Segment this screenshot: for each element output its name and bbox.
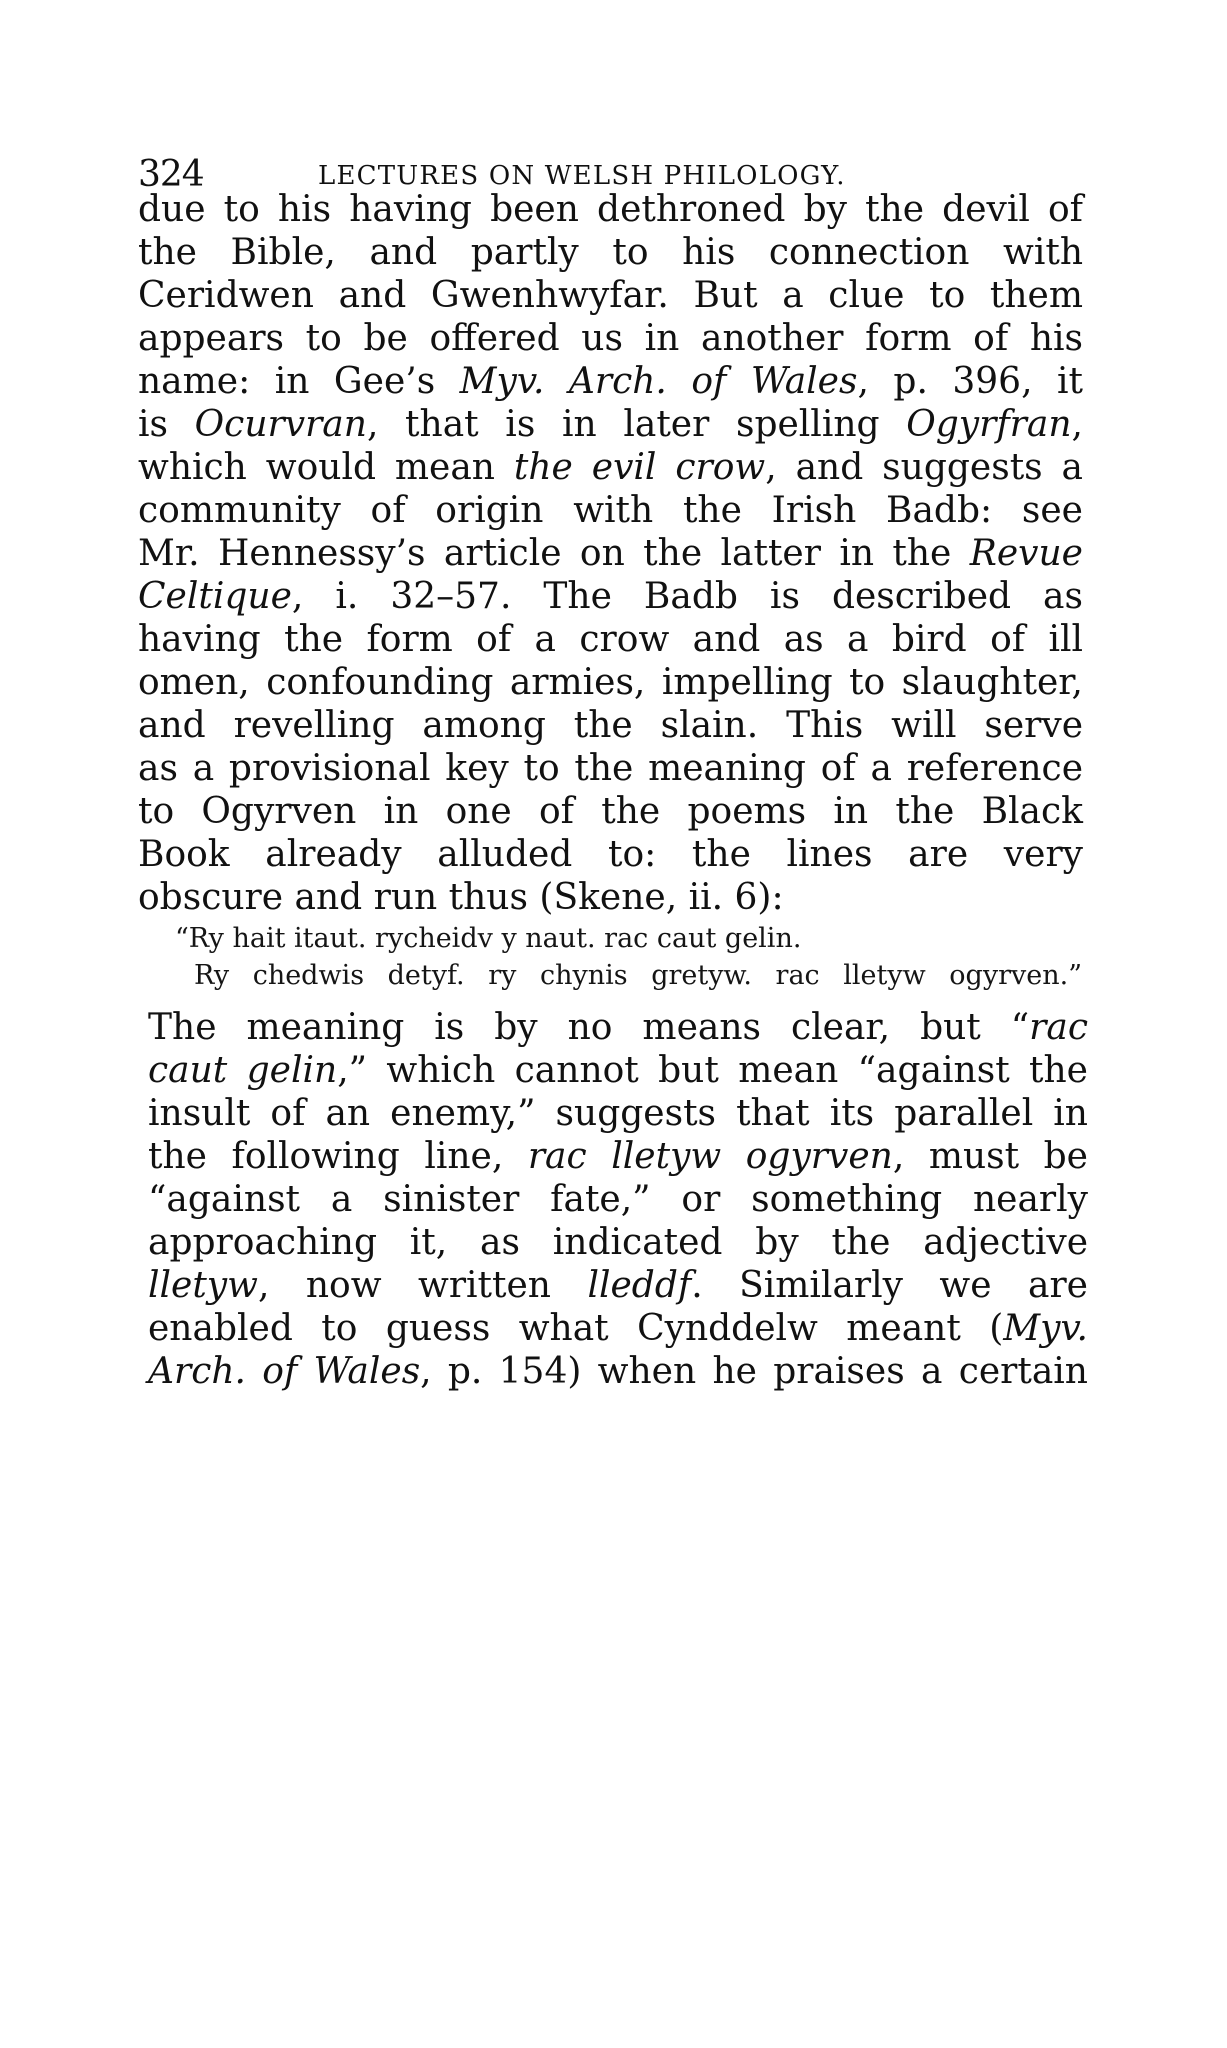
text-line: approaching it, as indicated by the adjective (148, 1222, 1088, 1263)
text-line: The meaning is by no means clear, but “rac (148, 1007, 1088, 1048)
text-line: appears to be offered us in another form of his (138, 318, 1083, 359)
text-line: Mr. Hennessy’s article on the latter in the Revue (138, 533, 1083, 574)
text-line: obscure and run thus (Skene, ii. 6): (138, 877, 784, 918)
text-line: the Bible, and partly to his connection with (138, 232, 1083, 273)
italic-phrase: rac lletyw ogyrven (527, 1136, 893, 1177)
text-line: Arch. of Wales, p. 154) when he praises a certain (148, 1351, 1088, 1392)
text-line: community of origin with the Irish Badb: see (138, 490, 1083, 531)
page-number: 324 (138, 154, 204, 195)
italic-word: Ogyrfran (906, 404, 1072, 445)
italic-phrase: the evil crow (513, 447, 766, 488)
text-line: insult of an enemy,” suggests that its parallel in (148, 1093, 1088, 1134)
text-line: is Ocurvran, that is in later spelling Ogyrfran, (138, 404, 1083, 445)
text-line: Book already alluded to: the lines are very (138, 834, 1083, 875)
italic-phrase: rac (1029, 1007, 1088, 1048)
text-line: which would mean the evil crow, and suggests a (138, 447, 1084, 488)
italic-word: lletyw (148, 1265, 258, 1306)
running-head: LECTURES ON WELSH PHILOLOGY. (318, 161, 846, 191)
italic-word: Ocurvran (194, 404, 367, 445)
text-line: the following line, rac lletyw ogyrven, must be (148, 1136, 1088, 1177)
text-line: omen, confounding armies, impelling to slaughter, (138, 662, 1083, 703)
quotation-line-2: Ry chedwis detyf. ry chynis gretyw. rac lletyw ogyrven.” (194, 960, 1082, 991)
italic-title: Revue (969, 533, 1083, 574)
text-line: caut gelin,” which cannot but mean “against the (148, 1050, 1088, 1091)
italic-word: lleddf (587, 1265, 692, 1306)
italic-title: Arch. of Wales (148, 1351, 421, 1392)
italic-title: Celtique (138, 576, 292, 617)
italic-title: Myv. (1003, 1308, 1088, 1349)
italic-phrase: caut gelin (148, 1050, 338, 1091)
text-line: enabled to guess what Cynddelw meant (Myv. (148, 1308, 1088, 1349)
text-line: “against a sinister fate,” or something nearly (148, 1179, 1088, 1220)
quotation-line-1: “Ry hait itaut. rycheidv y naut. rac caut gelin. (175, 923, 802, 954)
italic-title: Myv. Arch. of Wales (459, 361, 858, 402)
text-line: as a provisional key to the meaning of a reference (138, 748, 1083, 789)
text-line: having the form of a crow and as a bird of ill (138, 619, 1083, 660)
text-line: Ceridwen and Gwenhwyfar. But a clue to them (138, 275, 1083, 316)
text-line: lletyw, now written lleddf. Similarly we are (148, 1265, 1088, 1306)
text-line: to Ogyrven in one of the poems in the Black (138, 791, 1083, 832)
text-line: and revelling among the slain. This will serve (138, 705, 1083, 746)
text-line: Celtique, i. 32–57. The Badb is described as (138, 576, 1083, 617)
text-line: name: in Gee’s Myv. Arch. of Wales, p. 396, it (138, 361, 1083, 402)
text-line: due to his having been dethroned by the devil of (138, 189, 1083, 230)
